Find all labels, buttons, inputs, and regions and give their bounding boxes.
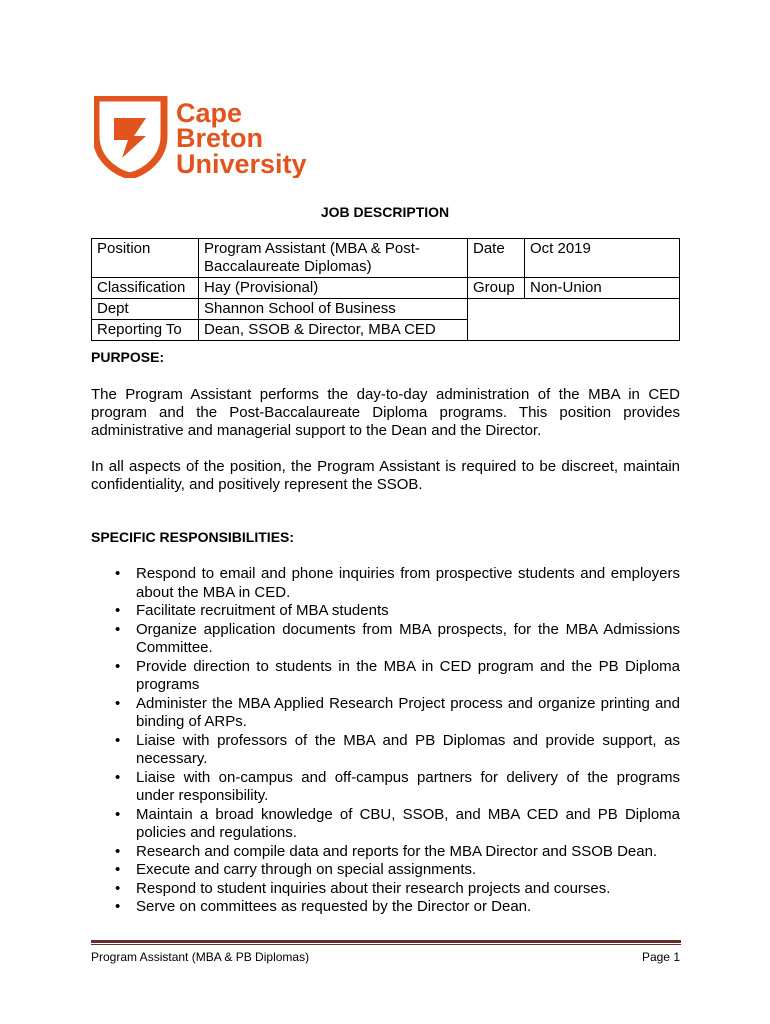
job-info-table xyxy=(91,238,680,341)
group-value: Non-Union xyxy=(525,278,680,299)
bullet-icon: • xyxy=(115,731,121,749)
reporting-value: Dean, SSOB & Director, MBA CED xyxy=(199,320,468,341)
list-item: • Facilitate recruitment of MBA students xyxy=(115,602,389,619)
purpose-paragraph-2: In all aspects of the position, the Program Assistant is required to be discreet, maintain confidentiality, and positively represent the SSOB. xyxy=(91,458,680,493)
footer-divider-thin xyxy=(91,944,681,945)
list-item: • Organize application documents from MBA prospects, for the MBA Admissions Committee. xyxy=(115,620,680,656)
cbu-logo xyxy=(94,96,309,178)
dept-label: Dept xyxy=(92,299,199,320)
bullet-icon: • xyxy=(115,565,121,582)
responsibilities-list xyxy=(91,565,680,917)
reporting-label: Reporting To xyxy=(92,320,199,341)
logo-line2: Breton xyxy=(176,123,263,153)
date-label: Date xyxy=(468,239,525,278)
list-item: • Serve on committees as requested by the Director or Dean. xyxy=(115,898,532,915)
bullet-icon: • xyxy=(115,657,121,675)
list-item: • Administer the MBA Applied Research Project process and organize printing and binding of ARPs. xyxy=(115,694,680,730)
page-number: Page 1 xyxy=(641,950,680,964)
bullet-icon: • xyxy=(115,620,121,638)
logo-line3: University xyxy=(176,149,307,178)
list-item: • Provide direction to students in the MBA in CED program and the PB Diploma programs xyxy=(115,657,680,693)
bullet-icon: • xyxy=(115,768,121,786)
position-label: Position xyxy=(92,239,199,278)
classification-value: Hay (Provisional) xyxy=(199,278,468,299)
purpose-paragraph-1: The Program Assistant performs the day-to-day administration of the MBA in CED program and the Post-Baccalaureate Diploma programs. This position provides administrative and managerial support to the Dean and the Director. xyxy=(91,386,680,439)
classification-label: Classification xyxy=(92,278,199,299)
list-item: • Research and compile data and reports for the MBA Director and SSOB Dean. xyxy=(115,842,658,860)
logo-line1: Cape xyxy=(176,98,243,128)
purpose-heading: PURPOSE: xyxy=(91,349,165,365)
footer-divider xyxy=(91,940,681,943)
list-item: • Respond to student inquiries about their research projects and courses. xyxy=(115,879,611,897)
list-item: • Liaise with on-campus and off-campus partners for delivery of the programs under responsibility. xyxy=(115,768,680,804)
list-item: • Maintain a broad knowledge of CBU, SSOB, and MBA CED and PB Diploma policies and regulations. xyxy=(115,805,680,841)
list-item: • Respond to email and phone inquiries from prospective students and employers about the MBA in CED. xyxy=(115,565,680,601)
bullet-icon: • xyxy=(115,879,121,897)
footer-title: Program Assistant (MBA & PB Diplomas) xyxy=(91,950,310,964)
group-label: Group xyxy=(468,278,525,299)
date-value: Oct 2019 xyxy=(525,239,680,278)
shield-icon xyxy=(96,98,164,176)
bullet-icon: • xyxy=(115,898,121,915)
bullet-icon: • xyxy=(115,842,121,860)
responsibilities-heading: SPECIFIC RESPONSIBILITIES: xyxy=(91,529,295,545)
bullet-icon: • xyxy=(115,861,121,878)
bullet-icon: • xyxy=(115,602,121,619)
bullet-icon: • xyxy=(115,805,121,823)
list-item: • Execute and carry through on special assignments. xyxy=(115,861,477,878)
bullet-icon: • xyxy=(115,694,121,712)
position-value: Program Assistant (MBA & Post-Baccalaureate Diplomas) xyxy=(199,239,468,278)
document-title: JOB DESCRIPTION xyxy=(320,204,450,220)
dept-value: Shannon School of Business xyxy=(199,299,468,320)
list-item: • Liaise with professors of the MBA and PB Diplomas and provide support, as necessary. xyxy=(115,731,680,767)
